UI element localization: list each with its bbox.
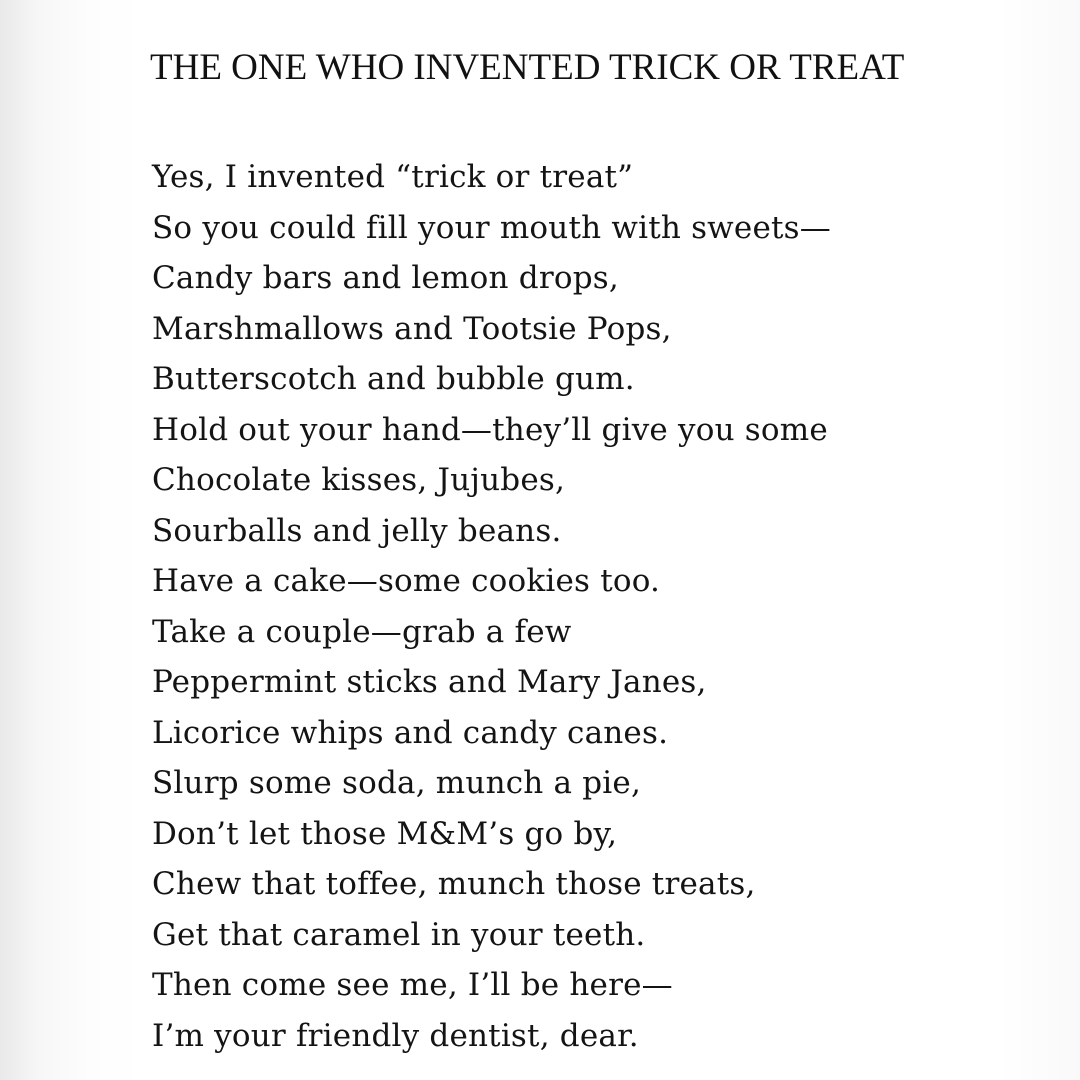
poem-line: Butterscotch and bubble gum. bbox=[152, 361, 635, 397]
poem-line: I’m your friendly dentist, dear. bbox=[152, 1017, 639, 1054]
poem-line: Take a couple—grab a few bbox=[152, 613, 572, 650]
poem-line: Don’t let those M&M’s go by, bbox=[152, 815, 618, 852]
poem-line: Chew that toffee, munch those treats, bbox=[152, 866, 756, 902]
poem-title: THE ONE WHO INVENTED TRICK OR TREAT bbox=[150, 47, 905, 88]
poem-line: Candy bars and lemon drops, bbox=[152, 260, 619, 296]
poem-line: Slurp some soda, munch a pie, bbox=[152, 765, 642, 801]
poem-line: Sourballs and jelly beans. bbox=[152, 512, 562, 549]
poem-line: Hold out your hand—they’ll give you some bbox=[152, 411, 828, 448]
poem-line: Have a cake—some cookies too. bbox=[152, 563, 661, 599]
poem-line: Chocolate kisses, Jujubes, bbox=[152, 462, 566, 498]
poem-line: Then come see me, I’ll be here— bbox=[152, 967, 673, 1003]
poem-line: Peppermint sticks and Mary Janes, bbox=[152, 664, 707, 700]
poem-line: Yes, I invented “trick or treat” bbox=[152, 159, 634, 195]
poem-line: Marshmallows and Tootsie Pops, bbox=[152, 310, 672, 347]
poem-line: So you could fill your mouth with sweets— bbox=[152, 209, 831, 246]
poem-line: Get that caramel in your teeth. bbox=[152, 916, 646, 953]
poem-line: Licorice whips and candy canes. bbox=[152, 714, 669, 751]
poem-body bbox=[152, 152, 831, 1061]
